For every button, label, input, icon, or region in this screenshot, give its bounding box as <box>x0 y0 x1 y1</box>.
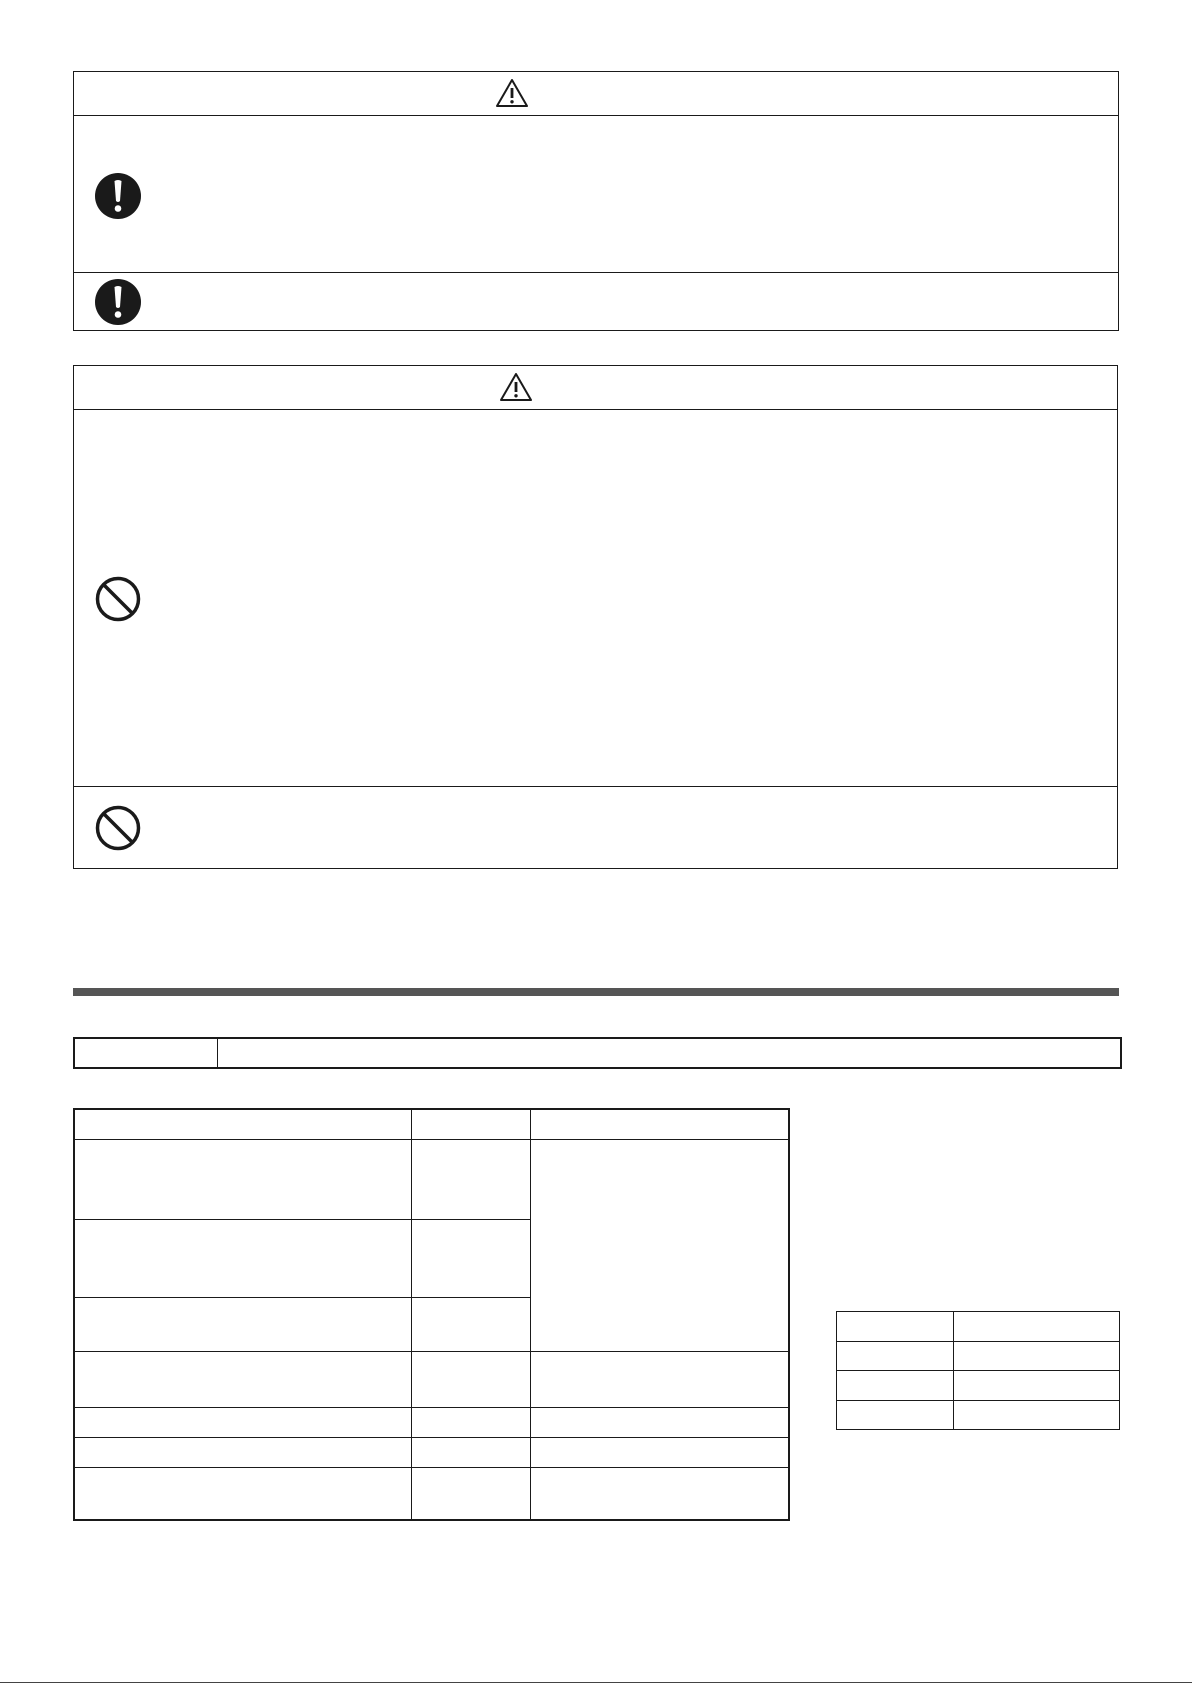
table-cell <box>74 1351 411 1407</box>
table-row <box>74 1407 789 1437</box>
table-cell <box>74 1297 411 1351</box>
table-cell <box>837 1400 954 1430</box>
mandatory-exclamation-icon <box>94 278 142 326</box>
caution-box-2 <box>73 365 1118 869</box>
mandatory-exclamation-icon <box>94 172 142 220</box>
table-cell <box>954 1312 1120 1342</box>
table-cell <box>74 1139 411 1219</box>
table-cell <box>837 1341 954 1371</box>
table-row <box>837 1400 1120 1430</box>
caution-box-2-row-2 <box>74 786 1117 867</box>
table-row <box>74 1467 789 1520</box>
table-header-cell <box>411 1109 530 1139</box>
table-cell <box>837 1312 954 1342</box>
table-cell <box>530 1437 789 1467</box>
table-cell <box>74 1407 411 1437</box>
table-cell <box>74 1437 411 1467</box>
table-row <box>837 1371 1120 1401</box>
table-cell <box>954 1341 1120 1371</box>
table-row <box>74 1351 789 1407</box>
side-table <box>836 1311 1120 1430</box>
caution-box-1-header <box>74 72 1118 116</box>
table-header-row <box>74 1109 789 1139</box>
table-cell <box>411 1437 530 1467</box>
table-row <box>74 1038 1121 1068</box>
table-cell <box>411 1297 530 1351</box>
warning-triangle-icon <box>495 78 529 108</box>
table-cell <box>74 1219 411 1297</box>
page-bottom-rule <box>0 1682 1192 1683</box>
table-cell <box>954 1371 1120 1401</box>
table-cell <box>411 1351 530 1407</box>
table-row <box>74 1437 789 1467</box>
table-cell <box>411 1139 530 1219</box>
spec-table <box>73 1108 790 1521</box>
table-cell <box>530 1407 789 1437</box>
section-label-table <box>73 1037 1122 1069</box>
table-cell <box>954 1400 1120 1430</box>
table-merged-cell <box>530 1139 789 1351</box>
caution-box-1-row-2 <box>74 272 1118 329</box>
table-cell <box>217 1038 1121 1068</box>
warning-triangle-icon <box>499 372 533 402</box>
table-cell <box>411 1467 530 1520</box>
table-cell <box>74 1038 217 1068</box>
caution-box-1 <box>73 71 1119 331</box>
caution-box-1-row-1 <box>74 116 1118 272</box>
table-cell <box>411 1407 530 1437</box>
prohibition-icon <box>94 804 142 852</box>
table-cell <box>411 1219 530 1297</box>
prohibition-icon <box>94 575 142 623</box>
caution-box-2-row-1 <box>74 410 1117 786</box>
table-cell <box>74 1467 411 1520</box>
table-cell <box>837 1371 954 1401</box>
table-row <box>74 1139 789 1219</box>
table-header-cell <box>74 1109 411 1139</box>
caution-box-2-header <box>74 366 1117 410</box>
table-row <box>837 1341 1120 1371</box>
table-cell <box>530 1467 789 1520</box>
table-header-cell <box>530 1109 789 1139</box>
table-cell <box>530 1351 789 1407</box>
section-divider-bar <box>73 988 1119 996</box>
table-row <box>837 1312 1120 1342</box>
